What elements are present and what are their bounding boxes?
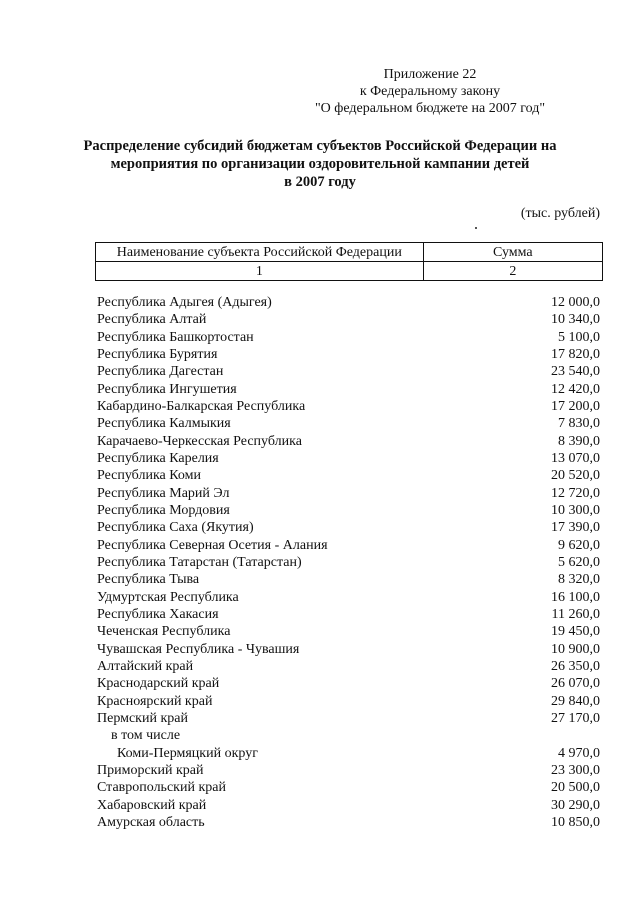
region-name: Удмуртская Республика bbox=[97, 589, 239, 605]
appendix-law-title: "О федеральном бюджете на 2007 год" bbox=[314, 101, 546, 116]
appendix-number: Приложение 22 bbox=[383, 67, 477, 82]
list-item bbox=[97, 658, 602, 675]
region-name: Республика Дагестан bbox=[97, 364, 224, 380]
list-item bbox=[97, 641, 602, 658]
list-item bbox=[97, 311, 602, 328]
subsidy-amount: 10 340,0 bbox=[551, 312, 600, 328]
subsidy-amount: 19 450,0 bbox=[551, 624, 600, 640]
region-name: Хабаровский край bbox=[97, 797, 207, 813]
region-name: Чеченская Республика bbox=[97, 624, 231, 640]
subsidy-amount: 29 840,0 bbox=[551, 693, 600, 709]
units-label: (тыс. рублей) bbox=[520, 206, 600, 221]
column-number-1: 1 bbox=[96, 262, 424, 281]
region-name: Республика Ингушетия bbox=[97, 381, 237, 397]
title-line-1: Распределение субсидий бюджетам субъектов Российской Федерации на bbox=[83, 138, 557, 154]
region-name: Карачаево-Черкесская Республика bbox=[97, 433, 302, 449]
list-item bbox=[97, 745, 602, 762]
column-header-name: Наименование субъекта Российской Федерации bbox=[96, 243, 424, 262]
subsidy-amount: 9 620,0 bbox=[558, 537, 600, 553]
list-item bbox=[97, 710, 602, 727]
subsidy-list bbox=[97, 294, 602, 831]
subsidy-amount: 27 170,0 bbox=[551, 710, 600, 726]
list-item bbox=[97, 537, 602, 554]
column-header-sum: Сумма bbox=[423, 243, 602, 262]
list-item bbox=[97, 329, 602, 346]
list-item bbox=[97, 693, 602, 710]
region-name: Республика Карелия bbox=[97, 450, 219, 466]
subsidy-amount: 8 320,0 bbox=[558, 572, 600, 588]
subsidy-amount: 4 970,0 bbox=[558, 745, 600, 761]
list-item bbox=[97, 779, 602, 796]
subsidy-amount: 7 830,0 bbox=[558, 416, 600, 432]
list-item bbox=[97, 467, 602, 484]
list-item bbox=[97, 450, 602, 467]
subsidy-amount: 12 420,0 bbox=[551, 381, 600, 397]
region-name: Ставропольский край bbox=[97, 780, 226, 796]
list-item bbox=[97, 814, 602, 831]
list-item bbox=[97, 762, 602, 779]
region-name: Коми-Пермяцкий округ bbox=[117, 745, 258, 761]
appendix-law-ref: к Федеральному закону bbox=[359, 84, 501, 99]
region-name: Республика Адыгея (Адыгея) bbox=[97, 295, 272, 310]
list-item bbox=[97, 519, 602, 536]
region-name: Республика Саха (Якутия) bbox=[97, 520, 254, 536]
subsidy-amount: 17 390,0 bbox=[551, 520, 600, 536]
region-name: Амурская область bbox=[97, 814, 205, 830]
region-name: Республика Калмыкия bbox=[97, 416, 231, 432]
subsidy-amount: 17 820,0 bbox=[551, 346, 600, 362]
title-line-2: мероприятия по организации оздоровительной кампании детей bbox=[110, 156, 530, 172]
subsidy-amount: 20 500,0 bbox=[551, 780, 600, 796]
subsidy-amount: 26 070,0 bbox=[551, 676, 600, 692]
subsidy-amount: 13 070,0 bbox=[551, 450, 600, 466]
region-name: Краснодарский край bbox=[97, 676, 220, 692]
region-name: в том числе bbox=[111, 728, 181, 744]
list-item bbox=[97, 398, 602, 415]
scan-dot bbox=[475, 227, 477, 229]
subsidy-amount: 30 290,0 bbox=[551, 797, 600, 813]
region-name: Республика Северная Осетия - Алания bbox=[97, 537, 328, 553]
list-item bbox=[97, 415, 602, 432]
list-item bbox=[97, 363, 602, 380]
subsidy-amount: 10 850,0 bbox=[551, 814, 600, 830]
region-name: Республика Марий Эл bbox=[97, 485, 230, 501]
list-item bbox=[97, 554, 602, 571]
appendix-header bbox=[300, 66, 560, 117]
region-name: Республика Тыва bbox=[97, 572, 200, 588]
subsidy-amount: 10 300,0 bbox=[551, 502, 600, 518]
list-item bbox=[97, 797, 602, 814]
list-item bbox=[97, 675, 602, 692]
region-name: Республика Коми bbox=[97, 468, 201, 484]
list-item bbox=[97, 727, 602, 744]
document-title bbox=[40, 137, 600, 191]
subsidy-amount: 8 390,0 bbox=[558, 433, 600, 449]
region-name: Республика Хакасия bbox=[97, 606, 219, 622]
table-header bbox=[95, 242, 603, 281]
list-item bbox=[97, 606, 602, 623]
region-name: Республика Бурятия bbox=[97, 346, 218, 362]
subsidy-amount: 20 520,0 bbox=[551, 468, 600, 484]
column-number-2: 2 bbox=[423, 262, 602, 281]
region-name: Чувашская Республика - Чувашия bbox=[97, 641, 300, 657]
list-item bbox=[97, 589, 602, 606]
region-name: Республика Алтай bbox=[97, 312, 207, 328]
list-item bbox=[97, 502, 602, 519]
list-item bbox=[97, 571, 602, 588]
subsidy-amount: 5 620,0 bbox=[558, 554, 600, 570]
region-name: Приморский край bbox=[97, 762, 204, 778]
subsidy-amount: 10 900,0 bbox=[551, 641, 600, 657]
subsidy-amount: 17 200,0 bbox=[551, 398, 600, 414]
region-name: Республика Мордовия bbox=[97, 502, 230, 518]
subsidy-amount: 23 300,0 bbox=[551, 762, 600, 778]
subsidy-amount: 26 350,0 bbox=[551, 658, 600, 674]
list-item bbox=[97, 485, 602, 502]
list-item bbox=[97, 346, 602, 363]
subsidy-amount: 23 540,0 bbox=[551, 364, 600, 380]
region-name: Красноярский край bbox=[97, 693, 213, 709]
subsidy-amount: 5 100,0 bbox=[558, 329, 600, 345]
list-item bbox=[97, 623, 602, 640]
region-name: Кабардино-Балкарская Республика bbox=[97, 398, 306, 414]
subsidy-amount: 11 260,0 bbox=[551, 606, 600, 622]
title-line-3: в 2007 году bbox=[284, 174, 356, 190]
subsidy-amount: 12 000,0 bbox=[551, 295, 600, 310]
region-name: Пермский край bbox=[97, 710, 188, 726]
region-name: Алтайский край bbox=[97, 658, 194, 674]
region-name: Республика Башкортостан bbox=[97, 329, 254, 345]
list-item bbox=[97, 294, 602, 311]
list-item bbox=[97, 433, 602, 450]
region-name: Республика Татарстан (Татарстан) bbox=[97, 554, 302, 570]
subsidy-amount: 12 720,0 bbox=[551, 485, 600, 501]
list-item bbox=[97, 381, 602, 398]
subsidy-amount: 16 100,0 bbox=[551, 589, 600, 605]
